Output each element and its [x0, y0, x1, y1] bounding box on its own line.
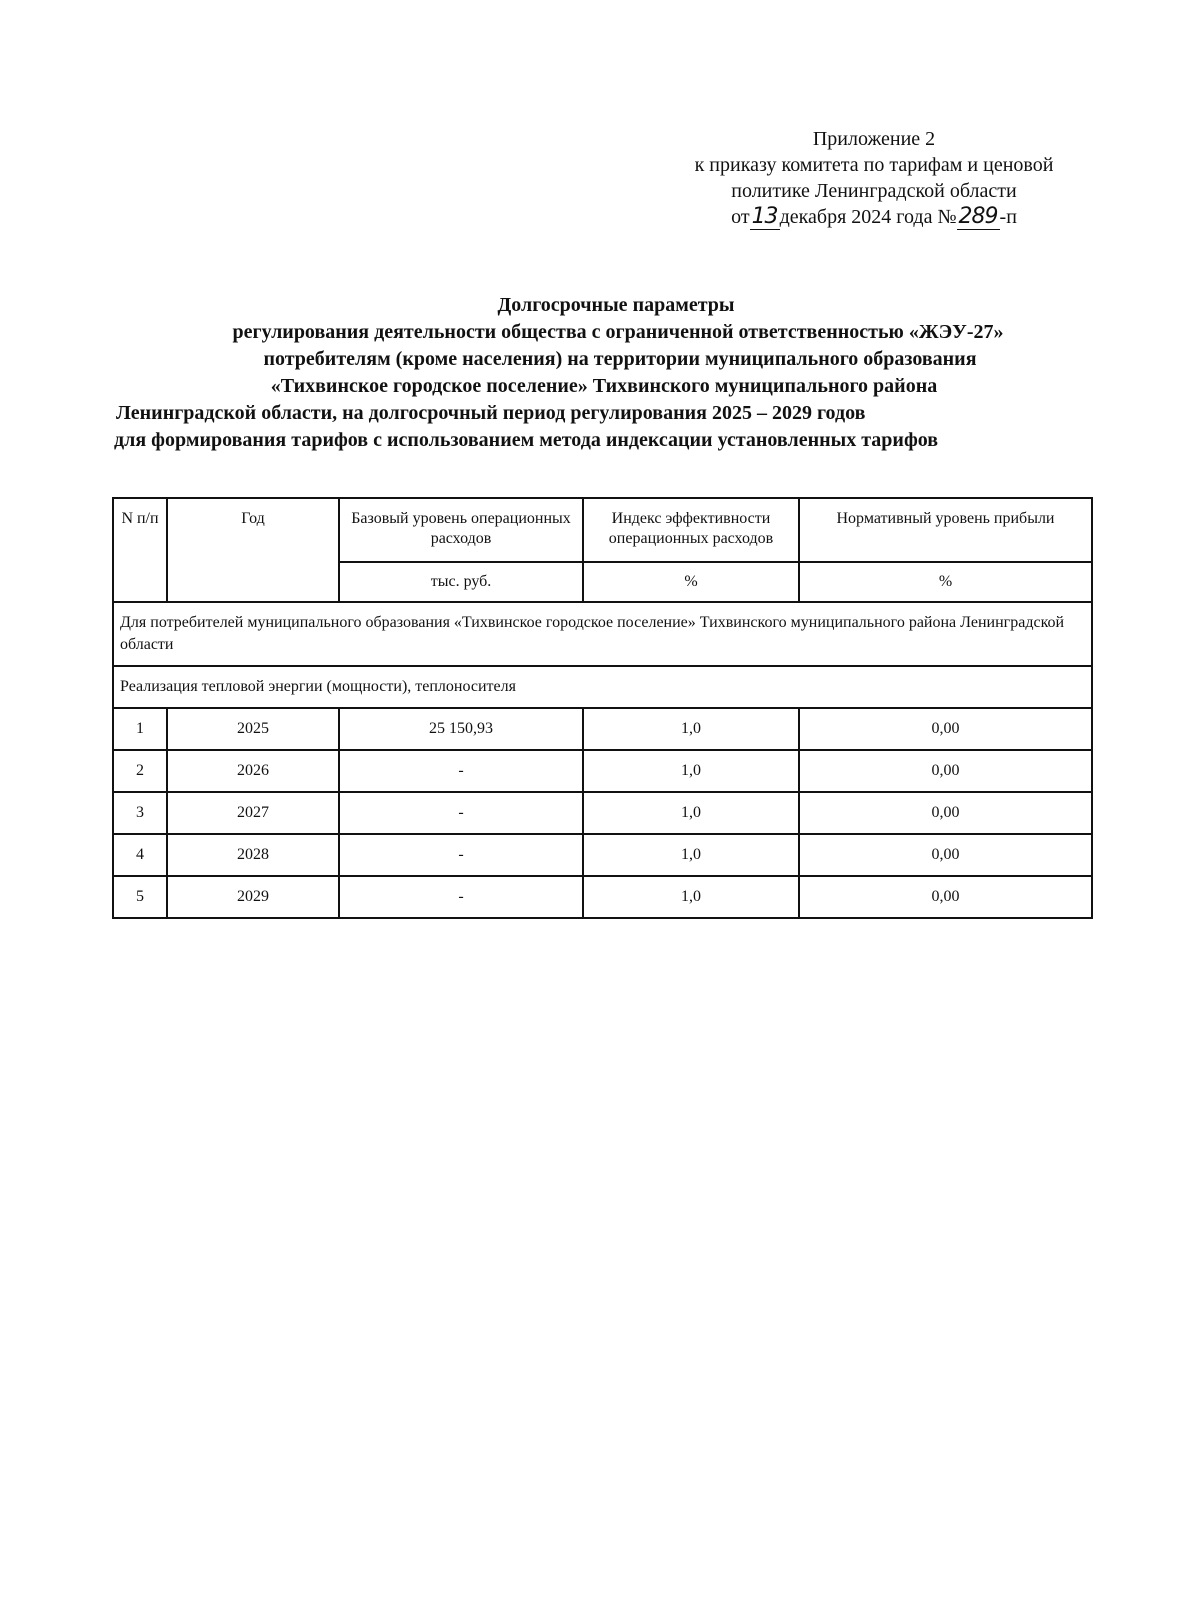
date-prefix: от — [731, 206, 750, 228]
number-suffix: -п — [999, 206, 1017, 228]
cell-base: - — [339, 876, 583, 918]
unit-profit: % — [799, 562, 1092, 602]
title-line: регулирования деятельности общества с ограниченной ответственностью «ЖЭУ-27» — [232, 321, 1004, 343]
header-profit-level: Нормативный уровень прибыли — [799, 498, 1092, 562]
appendix-date-line — [644, 204, 1104, 230]
cell-year: 2027 — [167, 792, 339, 834]
table-row — [113, 708, 1092, 750]
cell-base: - — [339, 750, 583, 792]
cell-base: - — [339, 792, 583, 834]
title-line: «Тихвинское городское поселение» Тихвинского муниципального района — [270, 375, 938, 397]
cell-no: 2 — [113, 750, 167, 792]
cell-base: 25 150,93 — [339, 708, 583, 750]
cell-no: 3 — [113, 792, 167, 834]
title-line: для формирования тарифов с использованием метода индексации установленных тарифов — [114, 429, 939, 451]
table-header-row — [113, 498, 1092, 562]
table-row — [113, 750, 1092, 792]
section-row — [113, 602, 1092, 666]
appendix-committee: политике Ленинградской области — [731, 180, 1017, 202]
cell-base: - — [339, 834, 583, 876]
handwritten-day: 13 — [751, 204, 778, 229]
cell-no: 5 — [113, 876, 167, 918]
cell-index: 1,0 — [583, 792, 799, 834]
title-line: Долгосрочные параметры — [497, 294, 735, 316]
cell-year: 2026 — [167, 750, 339, 792]
unit-index: % — [583, 562, 799, 602]
header-year: Год — [167, 498, 339, 602]
cell-profit: 0,00 — [799, 834, 1092, 876]
section-label: Для потребителей муниципального образования «Тихвинское городское поселение» Тихвинского муниципального района Ленинградской области — [113, 602, 1092, 666]
title-line: потребителям (кроме населения) на территории муниципального образования — [263, 348, 977, 370]
header-base-level: Базовый уровень операционных расходов — [339, 498, 583, 562]
table-row — [113, 792, 1092, 834]
cell-profit: 0,00 — [799, 708, 1092, 750]
table-row — [113, 834, 1092, 876]
unit-base: тыс. руб. — [339, 562, 583, 602]
cell-index: 1,0 — [583, 834, 799, 876]
cell-year: 2029 — [167, 876, 339, 918]
appendix-order-ref: к приказу комитета по тарифам и ценовой — [694, 154, 1054, 176]
cell-no: 4 — [113, 834, 167, 876]
header-no: N п/п — [113, 498, 167, 602]
cell-index: 1,0 — [583, 876, 799, 918]
cell-index: 1,0 — [583, 750, 799, 792]
appendix-title: Приложение 2 — [812, 128, 936, 150]
cell-profit: 0,00 — [799, 750, 1092, 792]
header-efficiency-index: Индекс эффективности операционных расходов — [583, 498, 799, 562]
date-middle: декабря 2024 года № — [779, 206, 957, 228]
cell-no: 1 — [113, 708, 167, 750]
handwritten-number: 289 — [958, 204, 998, 229]
activity-label: Реализация тепловой энергии (мощности), теплоносителя — [113, 666, 1092, 708]
appendix-header — [644, 126, 1104, 230]
cell-profit: 0,00 — [799, 876, 1092, 918]
activity-row — [113, 666, 1092, 708]
cell-year: 2028 — [167, 834, 339, 876]
title-line: Ленинградской области, на долгосрочный период регулирования 2025 – 2029 годов — [116, 402, 866, 424]
document-title — [100, 292, 1100, 454]
cell-index: 1,0 — [583, 708, 799, 750]
table-row — [113, 876, 1092, 918]
cell-year: 2025 — [167, 708, 339, 750]
parameters-table — [112, 497, 1093, 919]
cell-profit: 0,00 — [799, 792, 1092, 834]
